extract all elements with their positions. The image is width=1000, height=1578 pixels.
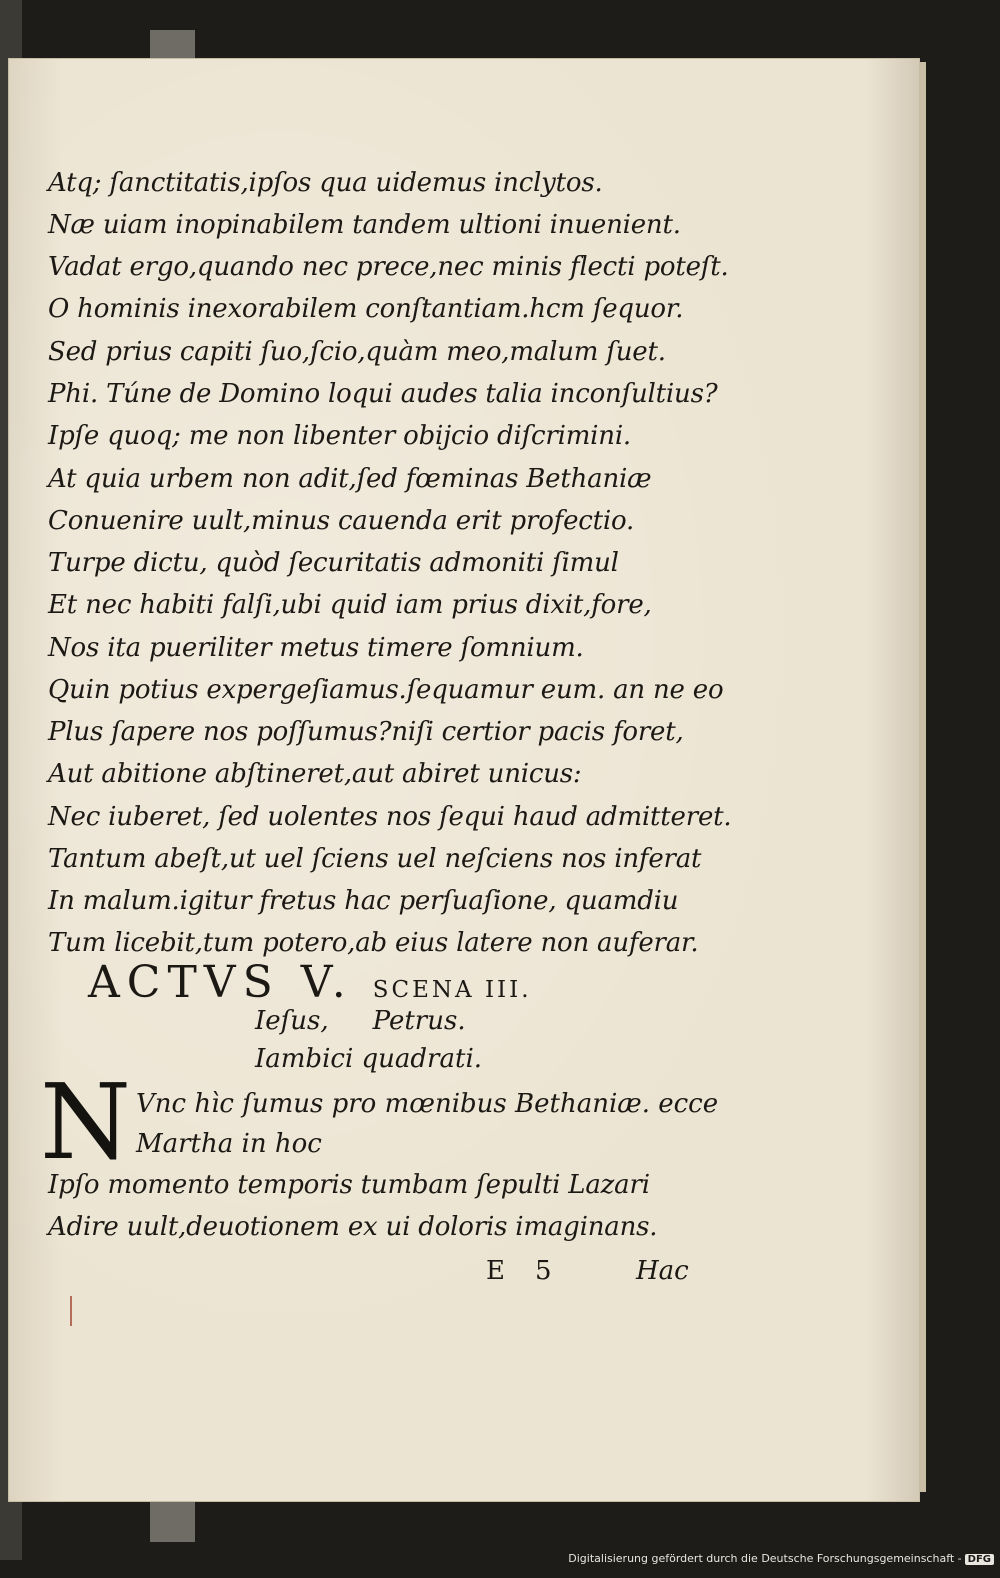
verse-line: Plus ſapere nos poſſumus?niſi certior pacis foret, [48,717,684,747]
verse-line: Turpe dictu, quòd ſecuritatis admoniti ſimul [48,548,619,578]
signature-letter: E [486,1256,505,1286]
verse-line: Nos ita pueriliter metus timere ſomnium. [48,633,584,663]
pencil-mark [70,1296,72,1326]
verse-line: Tum licebit,tum potero,ab eius latere non auferar. [48,928,699,958]
speakers-line [255,1006,466,1036]
verse-line: At quia urbem non adit,ſed fœminas Bethaniæ [48,464,652,494]
scene-label: SCENA III. [372,977,532,1003]
verse-line: O hominis inexorabilem conſtantiam.hcm ſequor. [48,294,684,324]
footer-text: Digitalisierung gefördert durch die Deutsche Forschungsgemeinschaft - [568,1552,962,1565]
drop-initial: N [40,1061,131,1183]
verse-line: Ipſe quoq; me non libenter obijcio diſcrimini. [48,421,631,451]
verse-line: Vnc hìc ſumus pro mœnibus Bethaniæ. ecce [136,1089,719,1119]
binding-clip-top [150,30,195,58]
verse-line: Aut abitione abſtineret,aut abiret unicus: [48,759,582,789]
verse-line: Nec iuberet, ſed uolentes nos ſequi haud admitteret. [48,802,732,832]
verse-line: Tantum abeſt,ut uel ſciens uel neſciens nos inferat [48,844,702,874]
dfg-logo: DFG [965,1554,994,1565]
signature-mark [486,1256,552,1286]
verse-line: Næ uiam inopinabilem tandem ultioni inuenient. [48,210,681,240]
book-page [8,58,920,1502]
speaker-name: Petrus. [372,1006,466,1036]
signature-number: 5 [534,1256,552,1286]
speaker-name: Ieſus, [255,1006,329,1036]
page-edge-shadow [920,62,926,1492]
funding-footer [568,1552,994,1565]
verse-line: Sed prius capiti ſuo,ſcio,quàm meo,malum ſuet. [48,337,666,367]
verse-line: In malum.igitur fretus hac perſuaſione, quamdiu [48,886,679,916]
act-title: ACTVS V. [88,957,353,1008]
verse-line: Et nec habiti falſi,ubi quid iam prius dixit,fore, [48,590,652,620]
verse-line: Vadat ergo,quando nec prece,nec minis flecti poteſt. [48,252,729,282]
meter-note: Iambici quadrati. [255,1044,483,1074]
verse-line: Phi. Túne de Domino loqui audes talia inconſultius? [48,379,718,409]
act-scene-heading [88,957,532,1008]
verse-line: Atq; ſanctitatis,ipſos qua uidemus inclytos. [48,168,603,198]
verse-line: Quin potius expergeſiamus.ſequamur eum. an ne eo [48,675,724,705]
catchword: Hac [636,1256,689,1286]
verse-line: Ipſo momento temporis tumbam ſepulti Lazari [48,1170,650,1200]
verse-line: Adire uult,deuotionem ex ui doloris imaginans. [48,1212,658,1242]
verse-line: Conuenire uult,minus cauenda erit profectio. [48,506,635,536]
verse-line: Martha in hoc [136,1129,322,1159]
